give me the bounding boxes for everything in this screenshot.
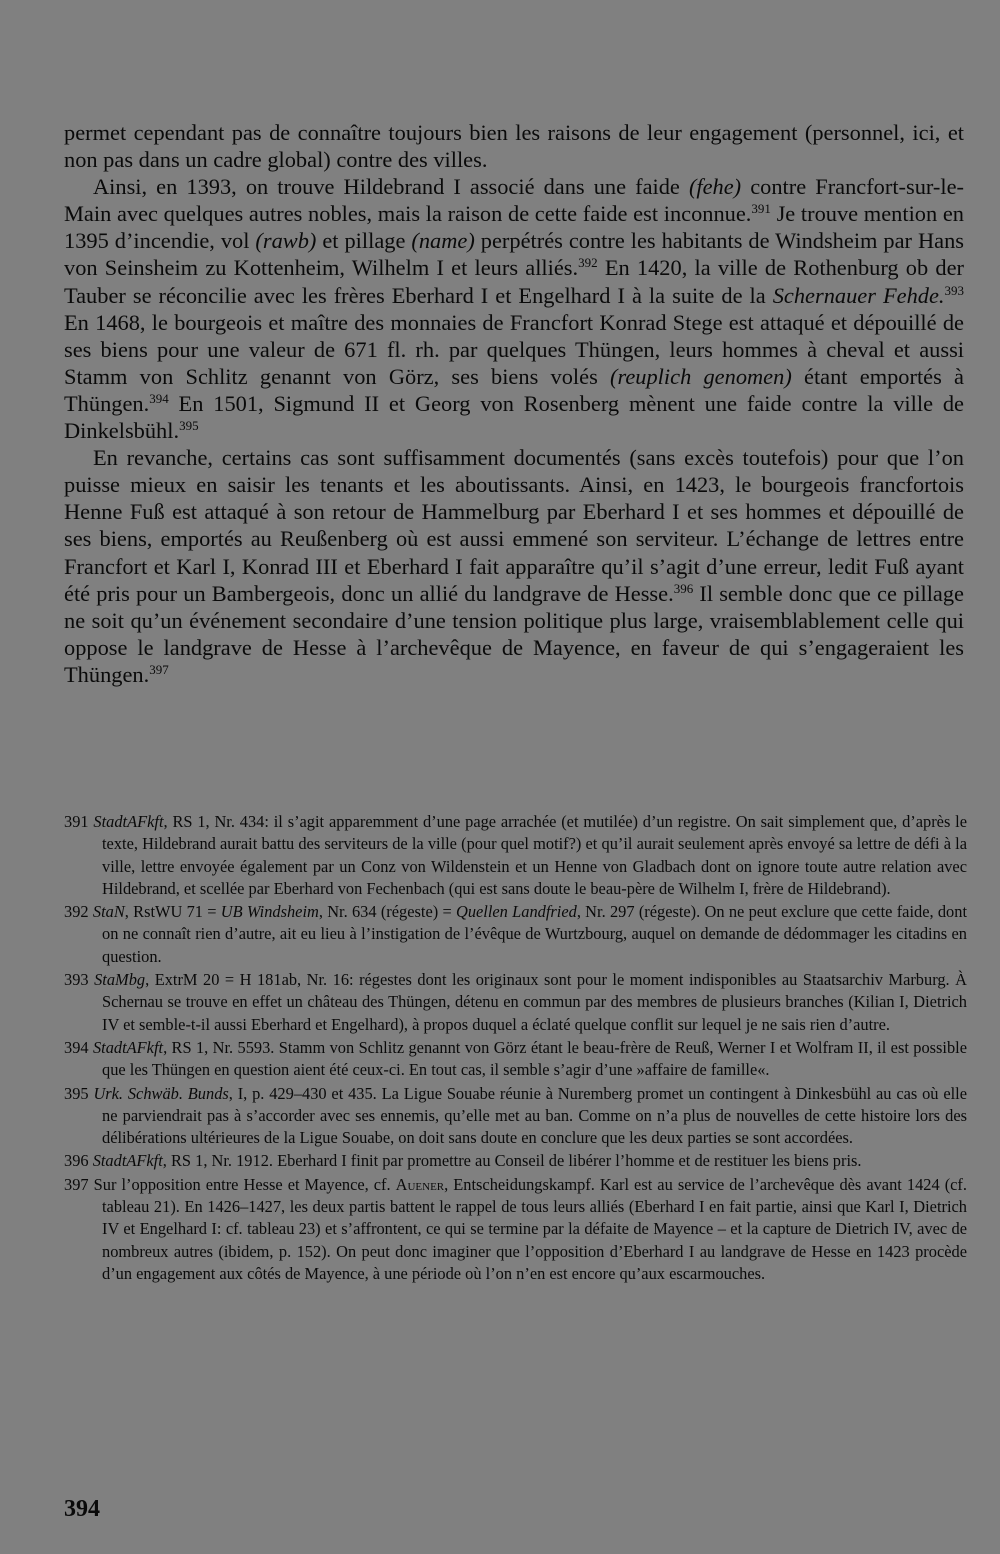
footnote-ref-397: 397 [149, 661, 169, 677]
footnote-394 [64, 1037, 967, 1082]
source-abbrev: StaN [92, 902, 125, 922]
footnote-text: , RS 1, Nr. 5593. Stamm von Schlitz genannt von Görz étant le beau-frère de Reuß, Werner I et Wolfram II, il est possible que les Thüngen en question aient été ceux-ci. En tout cas, il semble s’agir d’une »affaire de famille«. [102, 1037, 967, 1080]
text-run: et pillage [316, 228, 412, 254]
italic-term: (reuplich genomen) [610, 363, 792, 389]
source-abbrev: StaMbg [94, 970, 146, 990]
paragraph-3 [64, 444, 964, 688]
source-abbrev: UB Windsheim [220, 902, 319, 922]
footnote-number: 396 [64, 1151, 93, 1171]
source-abbrev: StadtAFkft [93, 812, 164, 831]
footnote-number: 391 [64, 812, 94, 831]
footnote-text: , RS 1, Nr. 434: il s’agit apparemment d’une page arrachée (et mutilée) d’un registre. On sait simplement que, d’après le texte, Hildebrand aurait battu des serviteurs de la ville (pour quel motif?) et qu’il aurait seulement après envoyé sa lettre de défi à la ville, lettre envoyée également par un Conz von Wildenstein et un Henne von Gladbach dont on ignore toute autre relation avec Hildebrand, et scellée par Eberhard von Fechenbach (qui est sans doute le beau-père de Wilhelm I, frère de Hildebrand). [102, 812, 967, 898]
paragraph-2 [64, 173, 964, 444]
footnotes [64, 811, 967, 1286]
footnote-number: 394 [64, 1037, 93, 1057]
text-run: perpétrés contre les habitants de Windsheim par Hans von Seinsheim zu Kottenheim, Wilhelm I et leurs alliés. [64, 228, 965, 281]
text-run: contre Francfort-sur-le-Main avec quelques autres nobles, mais la raison de cette faide est inconnue. [64, 174, 964, 227]
source-abbrev: StadtAFkft [92, 1037, 164, 1057]
footnote-ref-394: 394 [149, 390, 169, 406]
footnote-ref-391: 391 [751, 201, 771, 217]
footnote-text: , RstWU 71 = [124, 902, 221, 922]
footnote-ref-396: 396 [673, 580, 694, 596]
text-run: En revanche, certains cas sont suffisamment documentés (sans excès toutefois) pour que l’on puisse mieux en saisir les tenants et les aboutissants. Ainsi, en 1423, le bourgeois francfortois Henne Fuß est attaqué à son retour de Hammelburg par Eberhard I et ses hommes et dépouillé de ses biens, emportés au Reußenberg où est aussi emmené son serviteur. L’échange de lettres entre Francfort et Karl I, Konrad III et Eberhard I fait apparaître qu’il s’agit d’une erreur, ledit Fuß ayant été pris pour un Bambergeois, donc un allié du landgrave de Hesse. [64, 445, 964, 606]
text-run: En 1468, le bourgeois et maître des monnaies de Francfort Konrad Stege est attaqué et dépouillé de ses biens pour une valeur de 671 fl. rh. par quelques Thüngen, leurs hommes à cheval et aussi Stamm von Schlitz genannt von Görz, ses biens volés [64, 309, 964, 389]
footnote-text: , Entscheidungskampf. Karl est au service de l’archevêque dès avant 1424 (cf. tableau 21). En 1426–1427, les deux partis battent le rappel de tous leurs alliés (Eberhard I en fait partie, ainsi que Karl I, Dietrich IV et Engelhard I: cf. tableau 23) et s’affrontent, ce qui se termine par la défaite de Mayence – et la capture de Dietrich IV, avec de nombreux autres (ibidem, p. 152). On peut donc imaginer que l’opposition d’Eberhard I au landgrave de Hesse en 1423 procède d’un engagement aux côtés de Mayence, à une période où l’on n’en est encore qu’aux escarmouches. [102, 1174, 967, 1283]
text-run: permet cependant pas de connaître toujours bien les raisons de leur engagement (personnel, ici, et non pas dans un cadre global) contre des villes. [64, 120, 964, 173]
footnote-393 [64, 969, 967, 1036]
footnote-395 [64, 1083, 967, 1150]
italic-term: (fehe) [688, 174, 742, 200]
footnote-text: 397 Sur l’opposition entre Hesse et Mayence, cf. [64, 1174, 396, 1194]
text-run: Il semble donc que ce pillage ne soit qu’un événement secondaire d’une tension politique plus large, vraisemblablement celle qui oppose le landgrave de Hesse à l’archevêque de Mayence, en faveur de qui s’engageraient les Thüngen. [64, 580, 964, 687]
footnote-number: 395 [64, 1083, 94, 1103]
author-name: Auener [395, 1174, 445, 1194]
italic-term: Schernauer Fehde. [772, 282, 945, 308]
main-text [64, 119, 964, 688]
text-run: étant emportés à Thüngen. [64, 363, 964, 416]
source-abbrev: Urk. Schwäb. Bunds [93, 1083, 229, 1103]
footnote-text: , ExtrM 20 = H 181ab, Nr. 16: régestes dont les originaux sont pour le moment indisponibles au Staatsarchiv Marburg. À Schernau se trouve en effet un château des Thüngen, détenu en commun par des membres de plusieurs branches (Kilian I, Dietrich IV et semble-t-il aussi Eberhard et Engelhard), à propos duquel a éclaté quelque conflit sur lequel je ne sais rien d’autre. [102, 970, 967, 1034]
footnote-text: , RS 1, Nr. 1912. Eberhard I finit par promettre au Conseil de libérer l’homme et de restituer les biens pris. [162, 1151, 862, 1171]
text-run: En 1420, la ville de Rothenburg ob der Tauber se réconcilie avec les frères Eberhard I et Engelhard I à la suite de la [64, 255, 964, 308]
italic-term: (name) [411, 228, 475, 254]
footnote-397 [64, 1174, 967, 1285]
footnote-text: , I, p. 429–430 et 435. La Ligue Souabe réunie à Nuremberg promet un contingent à Dinkesbühl au cas où elle ne parviendrait pas à s’accorder avec ses ennemis, qu’elle met au ban. Comme on n’a plus de nouvelles de cette histoire lors des délibérations ultérieures de la Ligue Souabe, on doit sans doute en conclure que les deux parties se sont accordées. [102, 1083, 967, 1148]
text-run: En 1501, Sigmund II et Georg von Rosenberg mènent une faide contre la ville de Dinkelsbühl. [64, 390, 964, 444]
page-number: 394 [64, 1496, 100, 1522]
footnote-392 [64, 901, 967, 968]
footnote-391 [64, 811, 967, 900]
paragraph-1 [64, 119, 964, 173]
footnote-number: 393 [64, 970, 95, 990]
source-abbrev: StadtAFkft [92, 1151, 163, 1171]
footnote-text: , Nr. 297 (régeste). On ne peut exclure que cette faide, dont on ne connaît rien d’autre, ait eu lieu à l’instigation de l’évêque de Wurtzbourg, auquel on demande de dédommager les citadins en question. [102, 902, 967, 966]
footnote-ref-393: 393 [944, 282, 964, 298]
text-run: Je trouve mention en 1395 d’incendie, vol [64, 201, 964, 254]
source-abbrev: Quellen Landfried [455, 902, 577, 922]
italic-term: (rawb) [255, 228, 317, 254]
footnote-ref-392: 392 [578, 255, 598, 271]
footnote-396 [64, 1150, 967, 1172]
footnote-text: , Nr. 634 (régeste) = [318, 902, 456, 922]
text-run: Ainsi, en 1393, on trouve Hildebrand I associé dans une faide [93, 174, 689, 200]
footnote-number: 392 [64, 902, 93, 922]
footnote-ref-395: 395 [179, 418, 199, 434]
